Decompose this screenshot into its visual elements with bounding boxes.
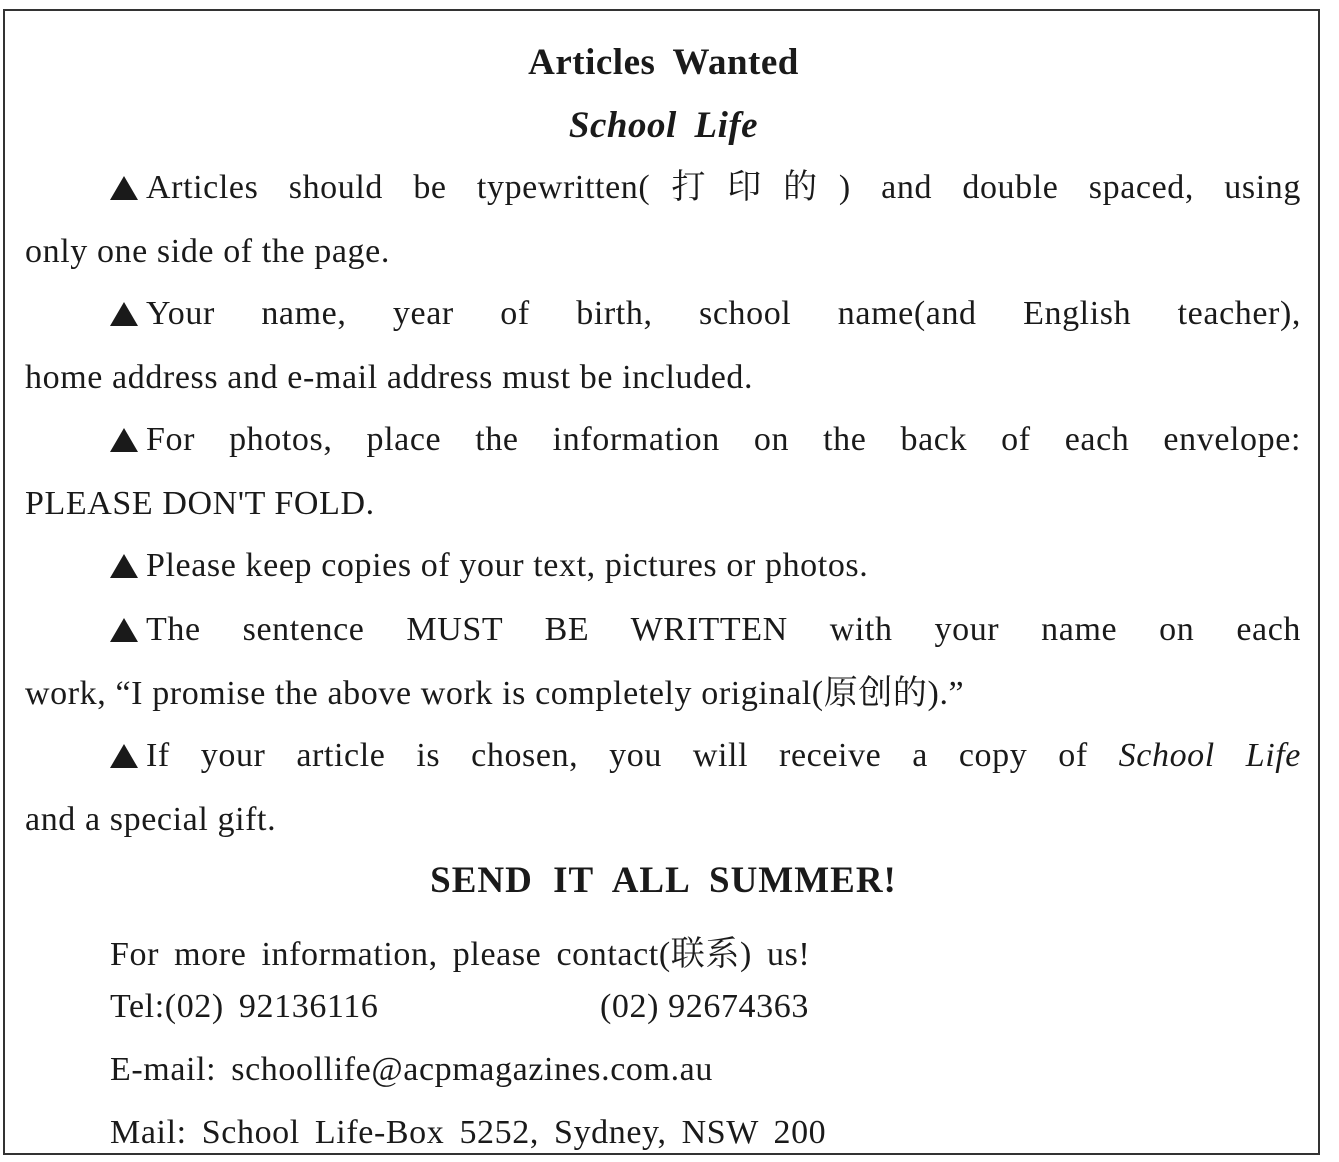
rule-typewritten: [25, 156, 1301, 284]
rule-reward: [25, 724, 1301, 852]
tel-label: Tel:: [110, 988, 165, 1025]
tel-line: [110, 988, 378, 1026]
rule-photos: [25, 408, 1301, 536]
rule-text-continued: PLEASE DON'T FOLD.: [25, 485, 375, 522]
notice-frame: [3, 9, 1320, 1155]
triangle-bullet-icon: [110, 554, 138, 578]
rule-text: Articles should be typewritten(打印的) and double spaced, using: [146, 169, 1301, 206]
rule-text: Please keep copies of your text, pictures or photos.: [146, 547, 869, 584]
tel-number-1: (02) 92136116: [164, 988, 379, 1025]
rule-text-continued: home address and e-mail address must be included.: [25, 359, 754, 396]
rule-text-continued: and a special gift.: [25, 801, 277, 838]
rule-originality: [25, 598, 1301, 726]
send-banner: SEND IT ALL SUMMER!: [430, 860, 897, 901]
notice-title: Articles Wanted: [528, 42, 799, 83]
mail-label: Mail:: [110, 1114, 187, 1151]
rule-text: For photos, place the information on the back of each envelope:: [146, 421, 1301, 458]
rule-keep-copies: [25, 534, 1301, 598]
rule-text: Your name, year of birth, school name(and English teacher),: [146, 295, 1301, 332]
magazine-name: School Life: [568, 105, 759, 146]
rule-text: The sentence MUST BE WRITTEN with your name on each: [146, 611, 1301, 648]
triangle-bullet-icon: [110, 618, 138, 642]
mail-line: [110, 1114, 826, 1152]
email-address: schoollife@acpmagazines.com.au: [231, 1051, 713, 1088]
rule-personal-info: [25, 282, 1301, 410]
triangle-bullet-icon: [110, 176, 138, 200]
triangle-bullet-icon: [110, 744, 138, 768]
triangle-bullet-icon: [110, 302, 138, 326]
tel-number-2: (02) 92674363: [600, 988, 809, 1025]
rule-text: If your article is chosen, you will receive a copy of: [146, 737, 1088, 774]
mail-address: School Life-Box 5252, Sydney, NSW 200: [201, 1114, 827, 1151]
triangle-bullet-icon: [110, 428, 138, 452]
rule-text-continued: work, “I promise the above work is completely original(原创的).”: [25, 675, 965, 712]
contact-intro: For more information, please contact(联系) us!: [110, 936, 811, 973]
magazine-name-inline: School Life: [1118, 737, 1301, 774]
email-label: E-mail:: [110, 1051, 217, 1088]
rule-text-continued: only one side of the page.: [25, 233, 390, 270]
email-line: [110, 1051, 713, 1089]
